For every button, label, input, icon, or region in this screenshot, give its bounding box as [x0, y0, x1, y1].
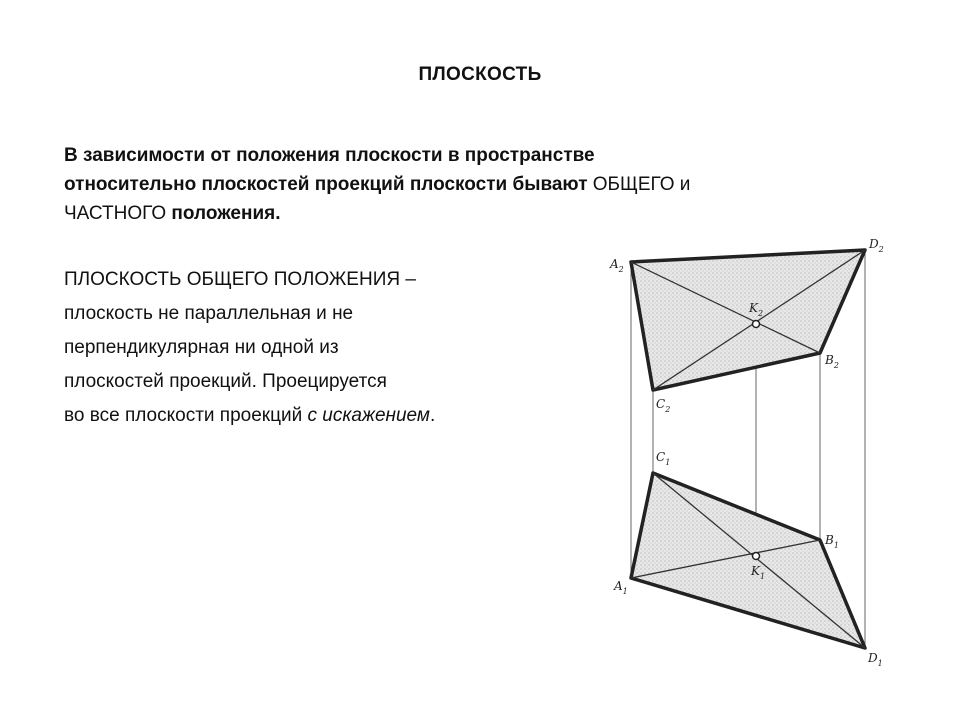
horizontal-projection	[631, 473, 865, 648]
label-a1: $A_1$	[614, 579, 628, 596]
intro-paragraph	[64, 141, 884, 228]
label-k1: $K_1$	[751, 564, 766, 581]
definition-line-5	[64, 399, 584, 433]
definition-line-5-suffix: .	[429, 405, 436, 426]
definition-line-5-italic: с искажением	[307, 405, 430, 426]
definition-line-3: перпендикулярная ни одной из	[64, 337, 339, 358]
definition-line-2: плоскость не параллельная и не	[64, 303, 354, 324]
label-d2: $D_2$	[869, 237, 884, 254]
frontal-projection	[631, 250, 865, 390]
label-b2: $B_2$	[825, 353, 839, 370]
definition-line-5-prefix: во все плоскости проекций	[64, 405, 303, 426]
label-d1: $D_1$	[868, 651, 883, 668]
label-c1: $C_1$	[656, 450, 671, 467]
point-k2-marker	[753, 321, 760, 328]
projection-drawing	[595, 235, 915, 690]
label-b1: $B_1$	[825, 533, 839, 550]
intro-position-word: положения.	[171, 203, 281, 224]
intro-line-2: относительно плоскостей проекций плоскости бывают	[64, 174, 588, 195]
definition-line-4: плоскостей проекций. Проецируется	[64, 371, 387, 392]
frontal-plane-polygon	[631, 250, 865, 390]
projection-svg	[595, 235, 915, 685]
label-a2: $A_2$	[610, 257, 624, 274]
definition-block	[64, 263, 584, 433]
intro-line-1: В зависимости от положения плоскости в пространстве	[64, 145, 595, 166]
intro-word-general: ОБЩЕГО	[592, 174, 675, 195]
horizontal-plane-polygon	[631, 473, 865, 648]
intro-word-particular: ЧАСТНОГО	[64, 203, 167, 224]
label-c2: $C_2$	[656, 397, 671, 414]
label-k2: $K_2$	[749, 301, 764, 318]
intro-and: и	[679, 174, 691, 195]
slide-title: ПЛОСКОСТЬ	[418, 64, 542, 85]
point-k1-marker	[753, 553, 760, 560]
definition-heading: ПЛОСКОСТЬ ОБЩЕГО ПОЛОЖЕНИЯ –	[64, 269, 416, 290]
